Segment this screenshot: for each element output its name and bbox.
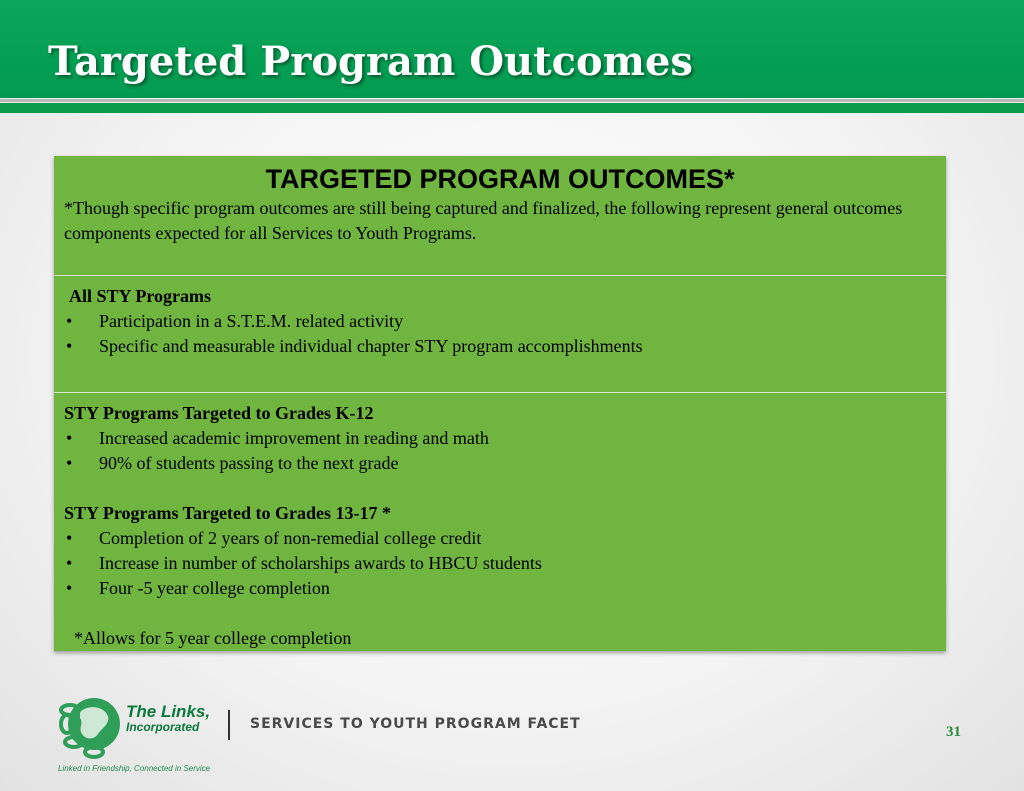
all-sty-list xyxy=(64,309,936,359)
outcomes-table xyxy=(54,156,946,651)
table-title: TARGETED PROGRAM OUTCOMES* xyxy=(265,164,735,194)
list-item: • Four -5 year college completion xyxy=(64,576,936,601)
table-note: *Though specific program outcomes are still being captured and finalized, the following represent general outcomes components expected for all Services to Youth Programs. xyxy=(64,198,903,243)
page-title: Targeted Program Outcomes xyxy=(48,38,693,85)
footnote: *Allows for 5 year college completion xyxy=(74,628,352,648)
g1317-list xyxy=(64,526,936,601)
logo-name: The Links, xyxy=(126,702,211,721)
list-item: • Participation in a S.T.E.M. related activity xyxy=(64,309,936,334)
chain-globe-icon xyxy=(58,690,128,760)
page-number: 31 xyxy=(946,724,961,740)
list-item: • Specific and measurable individual chapter STY program accomplishments xyxy=(64,334,936,359)
list-item: • 90% of students passing to the next grade xyxy=(64,451,936,476)
logo-tagline: Linked in Friendship, Connected in Service xyxy=(58,764,211,773)
list-item: • Increase in number of scholarships awards to HBCU students xyxy=(64,551,936,576)
links-logo xyxy=(58,690,248,780)
list-item: • Completion of 2 years of non-remedial college credit xyxy=(64,526,936,551)
k12-heading: STY Programs Targeted to Grades K-12 xyxy=(64,403,374,423)
title-bar-rule xyxy=(0,99,1024,102)
footer-facet-label: SERVICES TO YOUTH PROGRAM FACET xyxy=(250,716,581,732)
spacer xyxy=(64,601,936,626)
list-item: • Increased academic improvement in reading and math xyxy=(64,426,936,451)
logo-sub: Incorporated xyxy=(126,720,200,734)
title-bar-stripe xyxy=(0,103,1024,113)
spacer xyxy=(64,476,936,501)
footer-divider xyxy=(228,710,230,740)
all-sty-heading: All STY Programs xyxy=(69,286,211,306)
g1317-heading: STY Programs Targeted to Grades 13-17 * xyxy=(64,503,391,523)
all-sty-cell xyxy=(54,276,946,393)
k12-list xyxy=(64,426,936,476)
table-header-cell xyxy=(54,156,946,276)
grades-cell xyxy=(54,393,946,651)
